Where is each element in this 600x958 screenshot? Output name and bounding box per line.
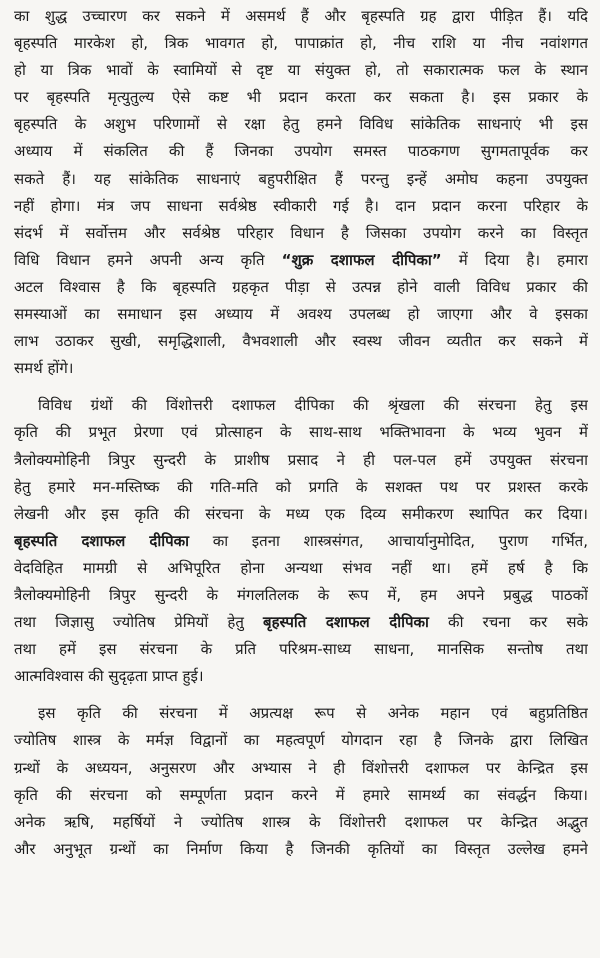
text-line: संदर्भ में सर्वोत्तम और सर्वश्रेष्ठ परिहार विधान है जिसका उपयोग करने का विस्तृत (14, 223, 588, 242)
text-line: आत्मविश्वास की सुदृढ़ता प्राप्त हुई। (14, 667, 204, 686)
paragraph-2 (14, 392, 588, 690)
text-line: बृहस्पति मारकेश हो, त्रिक भावगत हो, पापाक्रांत हो, नीच राशि या नीच नवांशगत (14, 34, 588, 53)
text-line: तथा हमें इस संरचना के प्रति परिश्रम-साध्य साधना, मानसिक सन्तोष तथा (14, 640, 588, 659)
text-line (14, 528, 588, 555)
text-line: अनेक ऋषि, महर्षियों ने ज्योतिष शास्त्र के विंशोत्तरी दशाफल पर केन्द्रित अद्भुत (14, 812, 588, 831)
text-line: ज्योतिष शास्त्र के मर्मज्ञ विद्वानों का महत्वपूर्ण योगदान रहा है जिनके द्वारा लिखित (14, 731, 588, 750)
text-line: कृति की संरचना को सम्पूर्णता प्रदान करने में हमारे सामर्थ्य का संवर्द्धन किया। (14, 785, 588, 804)
text-line: नहीं होगा। मंत्र जप साधना सर्वश्रेष्ठ स्वीकारी गई है। दान प्रदान करना परिहार के (14, 196, 588, 215)
line-text: विधि विधान हमने अपनी अन्य कृति (14, 250, 282, 269)
paragraph-spacer (14, 382, 588, 392)
text-line: इस कृति की संरचना में अप्रत्यक्ष रूप से अनेक महान एवं बहुप्रतिष्ठित (38, 704, 588, 723)
line-text: में दिया है। हमारा (441, 250, 588, 269)
text-line: लेखनी और इस कृति की संरचना के मध्य एक दिव्य समीकरण स्थापित कर दिया। (14, 504, 588, 523)
text-line: समस्याओं का समाधान इस अध्याय में अवश्य उपलब्ध हो जाएगा और वे इसका (14, 305, 588, 324)
text-line: हेतु हमारे मन-मस्तिष्क की गति-मति को प्रगति के सशक्त पथ पर प्रशस्त करके (14, 477, 588, 496)
text-line: वेदविहित मामग्री से अभिपूरित होना अन्यथा संभव नहीं था। हमें हर्ष है कि (14, 558, 588, 577)
text-line: हो या त्रिक भावों के स्वामियों से दृष्ट या संयुक्त हो, तो सकारात्मक फल के स्थान (14, 61, 588, 80)
text-line: लाभ उठाकर सुखी, समृद्धिशाली, वैभवशाली और स्वस्थ जीवन व्यतीत कर सकने में (14, 332, 588, 351)
book-title-brihaspati: बृहस्पति दशाफल दीपिका (263, 613, 429, 632)
text-line (14, 609, 588, 636)
text-line: अध्याय में संकलित की हैं जिनका उपयोग समस्त पाठकगण सुगमतापूर्वक कर (14, 142, 588, 161)
book-title-brihaspati: बृहस्पति दशाफल दीपिका (14, 531, 190, 550)
paragraph-1 (14, 3, 588, 382)
text-line: बृहस्पति के अशुभ परिणामों से रक्षा हेतु हमने विविध सांकेतिक साधनाएं भी इस (14, 115, 588, 134)
text-line: अटल विश्वास है कि बृहस्पति ग्रहकृत पीड़ा से उत्पन्न होने वाली विविध प्रकार की (14, 277, 588, 296)
text-line: का शुद्ध उच्चारण कर सकने में असमर्थ हैं और बृहस्पति ग्रह द्वारा पीड़ित हैं। यदि (14, 7, 588, 25)
text-line: और अनुभूत ग्रन्थों का निर्माण किया है जिनकी कृतियों का विस्तृत उल्लेख हमने (14, 839, 588, 858)
text-line (14, 247, 588, 274)
text-line: ग्रन्थों के अध्ययन, अनुसरण और अभ्यास ने ही विंशोत्तरी दशाफल पर केन्द्रित इस (14, 758, 588, 777)
book-title-shukra: “शुक्र दशाफल दीपिका” (281, 250, 442, 269)
paragraph-3 (14, 700, 588, 863)
line-text: तथा जिज्ञासु ज्योतिष प्रेमियों हेतु (14, 613, 264, 632)
text-line: समर्थ होंगे। (14, 359, 74, 378)
paragraph-spacer (14, 690, 588, 700)
line-text: की रचना कर सके (428, 613, 588, 632)
text-line: कृति की प्रभूत प्रेरणा एवं प्रोत्साहन के साथ-साथ भक्तिभावना के भव्य भुवन में (14, 423, 588, 442)
text-line: विविध ग्रंथों की विंशोत्तरी दशाफल दीपिका की श्रृंखला की संरचना हेतु इस (38, 396, 588, 415)
text-line: त्रैलोक्यमोहिनी त्रिपुर सुन्दरी के प्राशीष प्रसाद ने ही पल-पल हमें उपयुक्त संरचना (14, 450, 588, 469)
text-line: त्रैलोक्यमोहिनी त्रिपुर सुन्दरी के मंगलतिलक के रूप में, हम अपने प्रबुद्ध पाठकों (14, 585, 588, 604)
text-line: सकते हैं। यह सांकेतिक साधनाएं बहुपरीक्षित हैं परन्तु इन्हें अमोघ कहना उपयुक्त (14, 169, 588, 188)
line-text: का इतना शास्त्रसंगत, आचार्यानुमोदित, पुराण गर्भित, (189, 531, 588, 550)
text-line: पर बृहस्पति मृत्युतुल्य ऐसे कष्ट भी प्रदान करता कर सकता है। इस प्रकार के (14, 88, 588, 107)
